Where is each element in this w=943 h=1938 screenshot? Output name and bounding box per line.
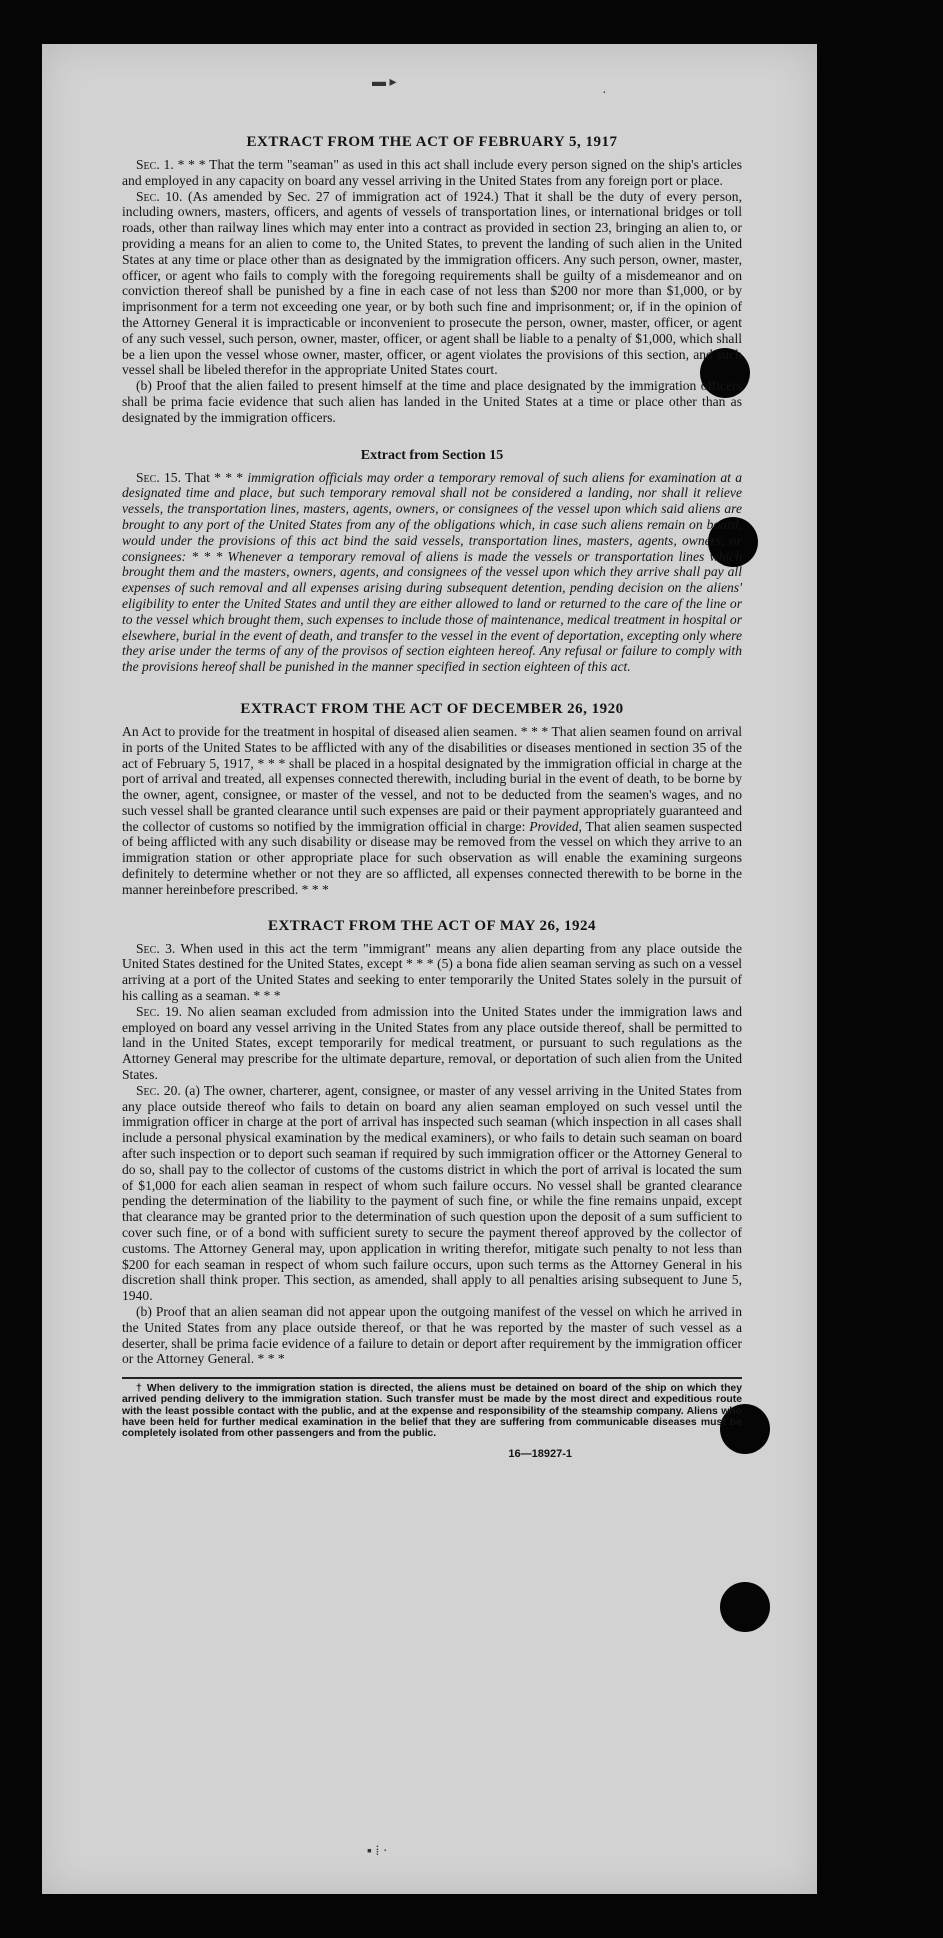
section-3-paragraph — [122, 941, 742, 1004]
section-20b-paragraph: (b) Proof that an alien seaman did not appear upon the outgoing manifest of the vessel on which he arrived in the United States from any place outside thereof, or that he was reported by the master of such vessel as a deserter, shall be prima facie evidence of a failure to detain or deport after requirement by the immigration officer or the Attorney General. * * * — [122, 1304, 742, 1367]
heading-act-1924: EXTRACT FROM THE ACT OF MAY 26, 1924 — [267, 917, 597, 934]
section-20-label: Sec. 20. — [136, 1082, 181, 1098]
section-20-text: (a) The owner, charterer, agent, consignee, or master of any vessel arriving in the United States from any place outside thereof who fails to detain on board any alien seaman employed on such vessel until the immigration officer in charge at the port of arrival has inspected such seaman (which inspection in all cases shall include a personal physical examination by the medical examiners), or who fails to detain such seaman on board after such inspection or to deport such seaman if required by such immigration officer or the Attorney General to do so, shall pay to the collector of customs of the customs district in which the port of arrival is located the sum of $1,000 for each alien seaman in respect of whom such failure occurs. No vessel shall be granted clearance pending the determination of the liability to the payment of such fine, or while the fine remains unpaid, except that clearance may be granted prior to the determination of such question upon the deposit of a sum sufficient to cover such fine, or of a bond with sufficient surety to secure the payment thereof approved by the collector of customs. The Attorney General may, upon application in writing therefor, mitigate such penalty to not less than $200 for each seaman in respect of whom such failure occurs, upon such terms as the Attorney General in his discretion shall think proper. This section, as amended, shall apply to all penalties arising subsequent to June 5, 1940. — [122, 1082, 742, 1304]
heading-act-1920: EXTRACT FROM THE ACT OF DECEMBER 26, 1920 — [240, 700, 624, 717]
document-number: 16—18927-1 — [508, 1447, 572, 1460]
section-3-text: When used in this act the term "immigrant" means any alien departing from any place outside the United States destined for the United States, except * * * (5) a bona fide alien seaman serving as such on a vessel arriving at a port of the United States and seeking to enter temporarily the United States solely in the pursuit of his calling as a seaman. * * * — [122, 940, 742, 1004]
section-15-lead: That * * * — [185, 469, 244, 485]
section-1-text: * * * That the term "seaman" as used in this act shall include every person signed on the ship's articles and employed in any capacity on board any vessel arriving in the United States from any foreign port or place. — [122, 157, 742, 188]
scan-speck: ▬ ▸ — [372, 75, 397, 90]
section-10-text: (As amended by Sec. 27 of immigration act of 1924.) That it shall be the duty of every person, including owners, masters, officers, and agents of vessels of transportation lines, or international bridges or toll roads, other than railway lines which may enter into a contract as provided in section 23, bringing an alien to, or providing a means for an alien to come to, the United States, to prevent the landing of such alien in the United States at any time or place other than as designated by the immigration officers. Any such person, owner, master, officer, or agent who fails to comply with the foregoing requirements shall be guilty of a misdemeanor and on conviction thereof shall be punished by a fine in each case of not less than $200 nor more than $1,000, or by imprisonment for a term not exceeding one year, or by both such fine and imprisonment; or, if in the opinion of the Attorney General it is impracticable or inconvenient to prosecute the person, owner, master, officer, or agent of any such vessel, such person, owner, master, officer, or agent shall be liable to a penalty of $1,000, which shall be a lien upon the vessel whose owner, master, officer, or agent violates the provisions of this section, and such vessel shall be libeled therefor in the appropriate United States court. — [122, 188, 742, 378]
scan-speck: · — [602, 86, 607, 101]
section-20-paragraph — [122, 1083, 742, 1304]
section-19-label: Sec. 19. — [136, 1003, 182, 1019]
act-1920-provided: Provided, — [529, 818, 582, 834]
section-10-label: Sec. 10. — [136, 188, 183, 204]
section-3-label: Sec. 3. — [136, 940, 176, 956]
section-15-text: immigration officials may order a temporary removal of such aliens for examination at a designated time and place, but such temporary removal shall not be considered a landing, nor shall it relieve vessels, the transportation lines, masters, agents, owners, or consignees of the vessel upon which said aliens are brought to any port of the United States from any of the obligations which, in case such aliens remain on board, would under the provisions of this act bind the said vessels, transportation lines, masters, agents, owners, or consignees: * * * Whenever a temporary removal of aliens is made the vessels or transportation lines which brought them and the masters, owners, agents, and consignees of the vessel upon which they arrive shall pay all expenses of such removal and all expenses arising during subsequent detention, pending decision on the aliens' eligibility to enter the United States and until they are either allowed to land or returned to the care of the line or to the vessel which brought them, such expenses to include those of maintenance, medical treatment in hospital or elsewhere, burial in the event of death, and transfer to the vessel in the event of deportation, excepting only where they arise under the terms of any of the provisos of section eighteen hereof. Any refusal or failure to comply with the provisions hereof shall be punished in the manner specified in section eighteen of this act. — [122, 469, 742, 675]
section-1-label: Sec. 1. — [136, 157, 174, 172]
act-1920-text-2: That alien seamen suspected of being afflicted with any such disability or disease may be removed from the vessel on which they arrive to an immigration station or other appropriate place for such observation as will enable the examining surgeons definitely to determine whether or not they are so afflicted, all expenses connected therewith to be borne in the manner hereinbefore prescribed. * * * — [122, 818, 742, 897]
section-15-paragraph — [122, 470, 742, 675]
section-19-paragraph — [122, 1004, 742, 1083]
scan-speck: ▪ ⁞ · — [367, 1844, 388, 1859]
heading-section-15: Extract from Section 15 — [360, 447, 504, 463]
footnote-divider — [122, 1377, 742, 1379]
section-15-label: Sec. 15. — [136, 469, 181, 485]
footnote-text: † When delivery to the immigration station is directed, the aliens must be detained on board of the ship on which they arrived pending delivery to the immigration station. Such transfer must be made by the most direct and expeditious route with the least possible contact with the public, and at the expense and responsibility of the steamship company. Aliens who have been held for further medical examination in the belief that they are suffering from communicable diseases must be completely isolated from other passengers and from the public. — [122, 1383, 742, 1440]
act-1920-text: An Act to provide for the treatment in hospital of diseased alien seamen. * * * That alien seamen found on arrival in ports of the United States to be afflicted with any of the disabilities or diseases mentioned in section 35 of the act of February 5, 1917, * * * shall be placed in a hospital designated by the immigration official in charge at the port of arrival and treated, all expenses connected therewith, including burial in the event of death, to be borne by the owner, agent, consignee, or master of the vessel, and not to be deducted from the seamen's wages, and no such vessel shall be granted clearance until such expenses are paid or their payment appropriately guaranteed and the collector of customs so notified by the immigration official in charge: — [122, 723, 742, 834]
section-10b-paragraph: (b) Proof that the alien failed to present himself at the time and place designated by the immigration officers shall be prima facie evidence that such alien has landed in the United States at a time or place other than as designated by the immigration officers. — [122, 378, 742, 425]
heading-act-1917: EXTRACT FROM THE ACT OF FEBRUARY 5, 1917 — [246, 134, 618, 150]
act-1920-paragraph — [122, 724, 742, 898]
section-19-text: No alien seaman excluded from admission into the United States under the immigration laws and employed on board any vessel arriving in the United States from any place outside thereof, shall be permitted to land in the United States, except temporarily for medical treatment, or pursuant to such regulations as the Attorney General may prescribe for the ultimate departure, removal, or deportation of such alien from the United States. — [122, 1003, 742, 1083]
section-10-paragraph — [122, 189, 742, 379]
document-body — [122, 134, 742, 1460]
scanned-page — [42, 44, 817, 1894]
punch-hole — [720, 1582, 770, 1632]
section-1-paragraph — [122, 157, 742, 189]
